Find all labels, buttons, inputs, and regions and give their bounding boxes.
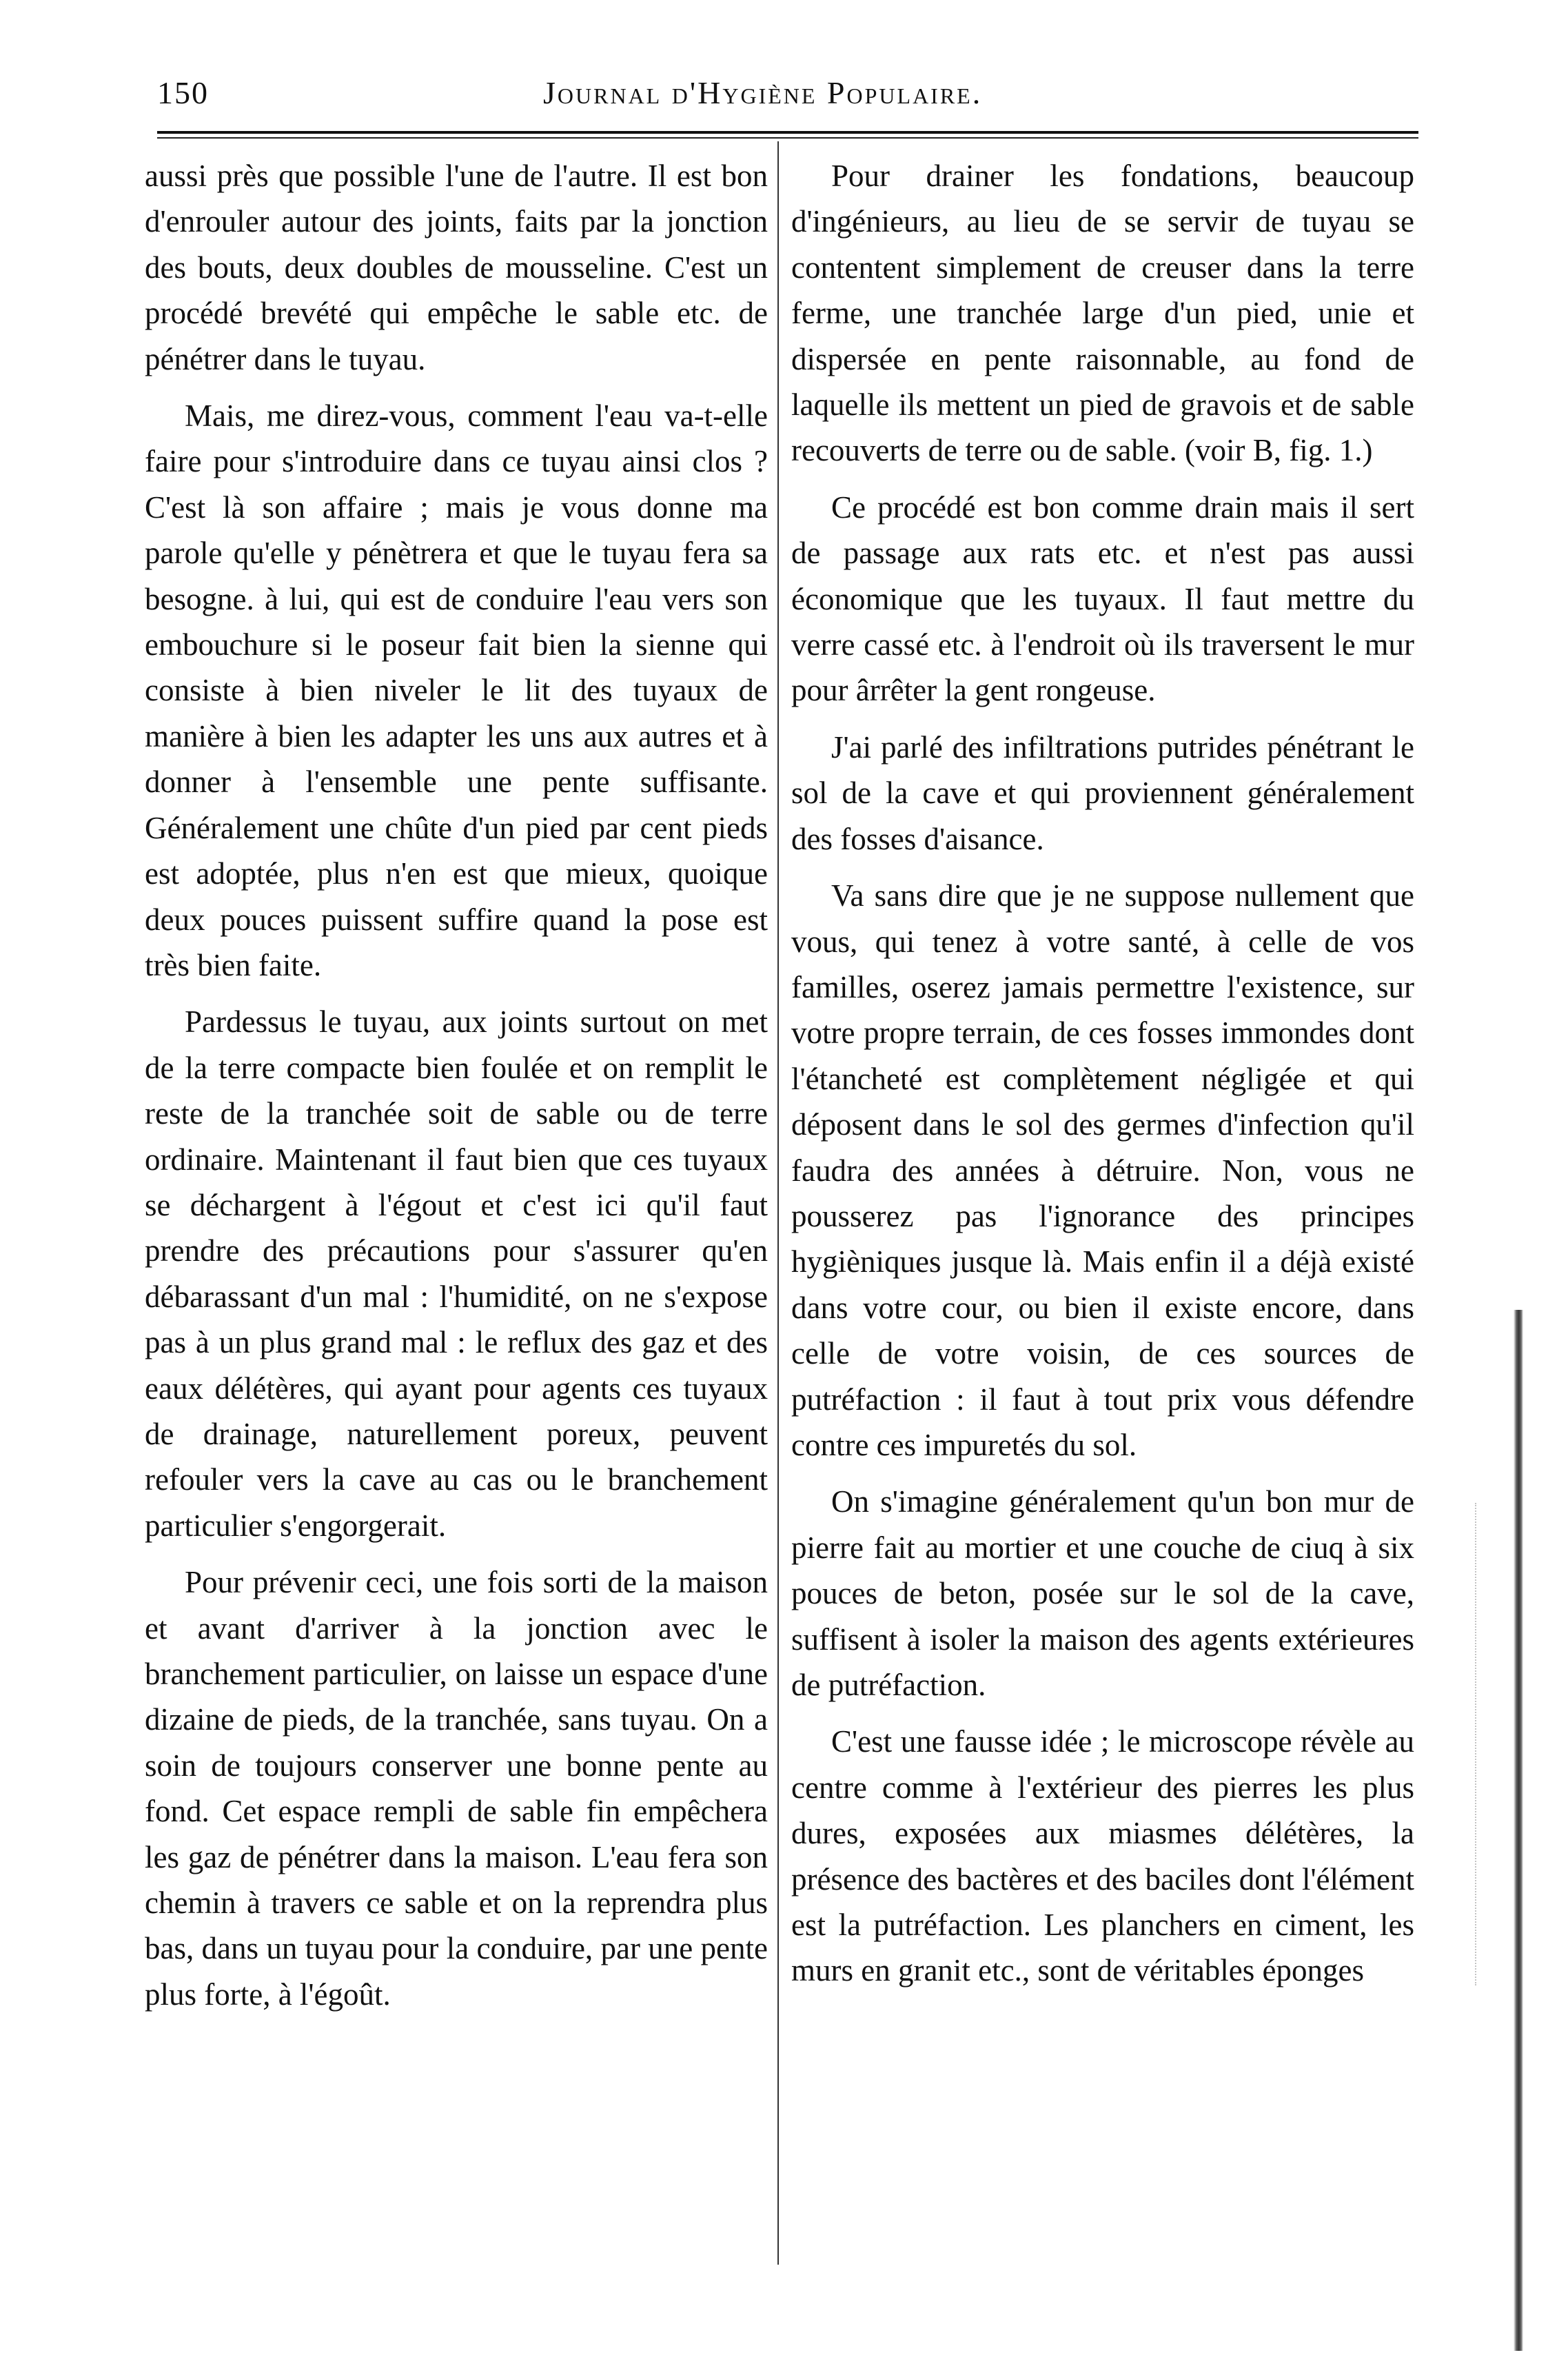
paragraph: Pour prévenir ceci, une fois sorti de la maison et avant d'arriver à la jonction avec le branchement particulier, on laisse un espace d'une dizaine de pieds, de la tranchée, sans tuyau. On a soin de toujours conserver une bonne pente au fond. Cet espace rempli de sable fin empêchera les gaz de pénétrer dans la maison. L'eau fera son chemin à travers ce sable et on la reprendra plus bas, dans un tuyau pour la conduire, par une pente plus forte, à l'égoût. xyxy=(145,1565,768,2012)
page-header xyxy=(157,74,1418,130)
paragraph: aussi près que possible l'une de l'autre. Il est bon d'enrouler autour des joints, faits par la jonction des bouts, deux doubles de mousseline. C'est un procédé brevété qui empêche le sable etc. de pénétrer dans le tuyau. xyxy=(145,159,768,376)
paragraph: Pardessus le tuyau, aux joints surtout on met de la terre compacte bien foulée et on remplit le reste de la tranchée soit de sable ou de terre ordinaire. Maintenant il faut bien que ces tuyaux se déchargent à l'égout et c'est ici qu'il faut prendre des précautions pour s'assurer qu'en débarassant d'un mal : l'humidité, on ne s'expose pas à un plus grand mal : le reflux des gaz et des eaux délétères, qui ayant pour agents ces tuyaux de drainage, naturellement poreux, peuvent refouler vers la cave au cas ou le branchement particulier s'engorgerait. xyxy=(145,1004,768,1543)
scan-artifact-edge xyxy=(1514,1310,1523,2351)
page-number: 150 xyxy=(157,75,209,110)
paragraph: C'est une fausse idée ; le microscope révèle au centre comme à l'extérieur des pierres les plus dures, exposées aux miasmes délétères, la présence des bactères et des baciles dont l'élément est la putréfaction. Les planchers en ciment, les murs en granit etc., sont de véritables éponges xyxy=(791,1724,1414,1988)
paragraph: J'ai parlé des infiltrations putrides pénétrant le sol de la cave et qui proviennent généralement des fosses d'aisance. xyxy=(791,729,1414,856)
paragraph: Mais, me direz-vous, comment l'eau va-t-elle faire pour s'introduire dans ce tuyau ainsi clos ? C'est là son affaire ; mais je vous donne ma parole qu'elle y pénètrera et que le tuyau fera sa besogne. à lui, qui est de conduire l'eau vers son embouchure si le poseur fait bien la sienne qui consiste à bien niveler le lit des tuyaux de manière à bien les adapter les uns aux autres et à donner à l'ensemble une pente suffisante. Généralement une chûte d'un pied par cent pieds est adoptée, plus n'en est que mieux, quoique deux pouces puissent suffire quand la pose est très bien faite. xyxy=(145,398,768,982)
paragraph: Pour drainer les fondations, beaucoup d'ingénieurs, au lieu de se servir de tuyau se contentent simplement de creuser dans la terre ferme, une tranchée large d'un pied, unie et dispersée en pente raisonnable, au fond de laquelle ils mettent un pied de gravois et de sable recouverts de terre ou de sable. (voir B, fig. 1.) xyxy=(791,159,1414,468)
header-rule xyxy=(157,131,1418,134)
header-rule-thin xyxy=(157,137,1418,139)
scan-artifact-dots xyxy=(1475,1503,1511,1985)
paragraph: On s'imagine généralement qu'un bon mur de pierre fait au mortier et une couche de ciuq à six pouces de beton, posée sur le sol de la cave, suffisent à isoler la maison des agents extérieures de putréfaction. xyxy=(791,1484,1414,1702)
column-divider xyxy=(777,141,779,2265)
running-head: Journal d'Hygiène Populaire. xyxy=(543,75,983,110)
paragraph: Va sans dire que je ne suppose nullement que vous, qui tenez à votre santé, à celle de vos familles, oserez jamais permettre l'existence, sur votre propre terrain, de ces fosses immondes dont l'étancheté est complètement négligée et qui déposent dans le sol des germes d'infection qu'il faudra des années à détruire. Non, vous ne pousserez pas l'ignorance des principes hygièniques jusque là. Mais enfin il a déjà existé dans votre cour, ou bien il existe encore, dans celle de votre voisin, de ces sources de putréfaction : il faut à tout prix vous défendre contre ces impuretés du sol. xyxy=(791,878,1414,1462)
paragraph: Ce procédé est bon comme drain mais il sert de passage aux rats etc. et n'est pas aussi économique que les tuyaux. Il faut mettre du verre cassé etc. à l'endroit où ils traversent le mur pour ârrêter la gent rongeuse. xyxy=(791,489,1414,708)
right-column xyxy=(791,153,1414,2263)
left-column xyxy=(145,153,768,2263)
